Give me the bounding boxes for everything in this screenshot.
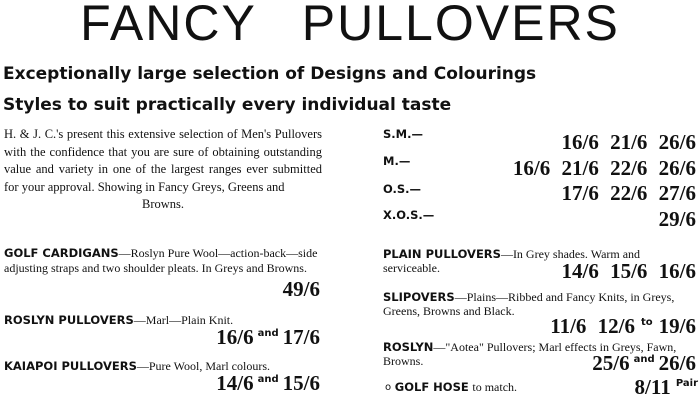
item-desc: —In Grey shades. Warm and serviceable. (383, 247, 641, 275)
price: 19/6 (658, 314, 696, 338)
bullet-icon: o (385, 382, 392, 393)
item-desc: —"Aotea" Pullovers; Marl effects in Greys, Fawn, Browns. (383, 340, 677, 368)
roslyn-pullovers-prices (216, 325, 320, 350)
price: 15/6 (282, 371, 320, 395)
size-prices-xos: 29/6 (658, 207, 696, 231)
golf-hose-line (385, 380, 517, 395)
item-name: ROSLYN (383, 340, 434, 354)
golf-hose-price (635, 375, 698, 400)
item-desc: —Roslyn Pure Wool—action-back—side adjusting straps and two shoulder pleats. In Greys and Browns. (4, 246, 318, 275)
price-joiner: and (257, 374, 279, 385)
price: 26/6 (658, 351, 696, 375)
item-name: ROSLYN PULLOVERS (4, 313, 134, 327)
size-prices-os: 17/6 22/6 27/6 (561, 181, 696, 205)
price-joiner: to (641, 317, 653, 328)
slipovers-prices (550, 314, 696, 339)
roslyn-aotea-prices (592, 351, 696, 376)
price: 16/6 (216, 325, 254, 349)
kaiapoi-pullovers-prices (216, 371, 320, 396)
size-label-xos: X.O.S.— (383, 208, 435, 222)
price: 14/6 (216, 371, 254, 395)
item-desc: to match. (472, 380, 518, 394)
price-joiner: and (633, 354, 655, 365)
size-prices-m: 16/6 21/6 22/6 26/6 (512, 156, 696, 180)
size-label-sm: S.M.— (383, 127, 423, 141)
size-prices-sm: 16/6 21/6 26/6 (561, 130, 696, 154)
item-name: PLAIN PULLOVERS (383, 247, 501, 261)
intro-text: H. & J. C.'s present this extensive selection of Men's Pullovers with the confidence that you are sure of obtaining outstanding value and variety in one of the largest ranges ever submitted for your approval. Showing in Fancy Greys, Greens and (4, 127, 322, 194)
item-desc: —Marl—Plain Knit. (133, 313, 234, 327)
item-name: KAIAPOI PULLOVERS (4, 359, 137, 373)
price: 25/6 (592, 351, 630, 375)
subhead-styles: Styles to suit practically every individual taste (3, 95, 452, 115)
item-name: GOLF CARDIGANS (4, 246, 119, 260)
price: 17/6 (282, 325, 320, 349)
price-unit: Pair (675, 378, 698, 389)
intro-paragraph (4, 126, 322, 214)
item-name: GOLF HOSE (394, 380, 469, 394)
golf-cardigans-price: 49/6 (282, 277, 320, 301)
size-label-m: M.— (383, 154, 411, 168)
headline: FANCY PULLOVERS (80, 0, 620, 51)
size-label-os: O.S.— (383, 182, 422, 196)
plain-pullovers-prices: 14/6 15/6 16/6 (561, 259, 696, 283)
item-name: SLIPOVERS (383, 290, 455, 304)
price-joiner: and (257, 328, 279, 339)
price: 11/6 12/6 (550, 314, 635, 338)
intro-text-last: Browns. (141, 197, 185, 211)
golf-cardigans-item (4, 246, 322, 276)
item-desc: —Plains—Ribbed and Fancy Knits, in Greys, Greens, Browns and Black. (383, 290, 675, 318)
item-desc: —Pure Wool, Marl colours. (136, 359, 270, 373)
subhead-selection: Exceptionally large selection of Designs and Colourings (3, 64, 537, 84)
price: 8/11 (634, 375, 671, 399)
